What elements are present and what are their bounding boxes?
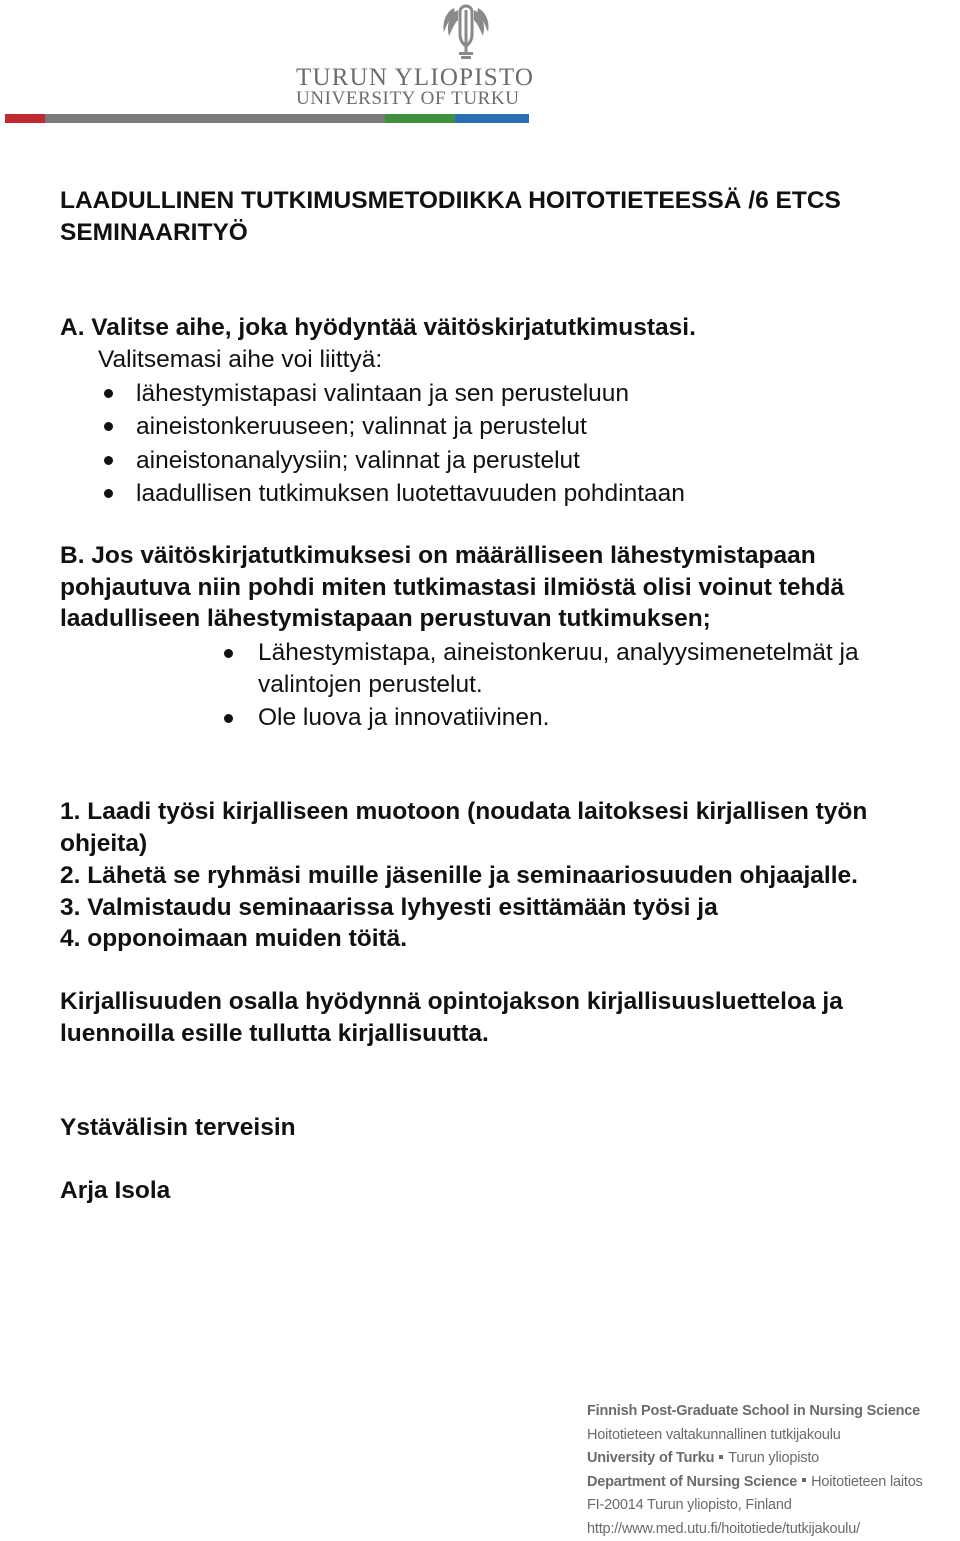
step-line: 2. Lähetä se ryhmäsi muille jäsenille ja seminaariosuuden ohjaajalle. [60, 859, 858, 892]
separator-square-icon [802, 1478, 806, 1482]
university-crest-icon [440, 0, 492, 60]
separator-square-icon [719, 1455, 723, 1459]
section-b-line: laadulliseen lähestymistapaan perustuvan tutkimuksen; [60, 602, 711, 635]
signature: Arja Isola [60, 1174, 170, 1207]
footer-university-en: University of Turku [587, 1450, 714, 1466]
greeting: Ystävälisin terveisin [60, 1111, 296, 1144]
footer-department [587, 1471, 923, 1495]
section-a-item: laadullisen tutkimuksen luotettavuuden pohdintaan [136, 477, 685, 510]
section-b-line: B. Jos väitöskirjatutkimuksesi on määrälliseen lähestymistapaan [60, 539, 816, 572]
logo-color-bar [5, 114, 529, 123]
footer-department-fi: Hoitotieteen laitos [811, 1474, 922, 1490]
document-title-line2: SEMINAARITYÖ [60, 216, 248, 249]
section-a-intro: Valitsemasi aihe voi liittyä: [98, 343, 382, 376]
footer-department-en: Department of Nursing Science [587, 1474, 797, 1490]
bullet-icon [104, 489, 113, 498]
footer-university-fi: Turun yliopisto [728, 1450, 819, 1466]
section-b-item2: Ole luova ja innovatiivinen. [258, 701, 549, 734]
document-title-line1: LAADULLINEN TUTKIMUSMETODIIKKA HOITOTIETEESSÄ /6 ETCS [60, 184, 841, 217]
color-bar-blue [455, 114, 529, 123]
footer-url[interactable]: http://www.med.utu.fi/hoitotiede/tutkijakoulu/ [587, 1518, 923, 1541]
logo-name-finnish: TURUN YLIOPISTO [296, 64, 534, 92]
color-bar-red [5, 114, 45, 123]
footer-school-en: Finnish Post-Graduate School in Nursing Science [587, 1400, 923, 1424]
step-line: 4. opponoimaan muiden töitä. [60, 922, 407, 955]
bullet-icon [224, 649, 233, 658]
section-b-line: pohjautuva niin pohdi miten tutkimastasi ilmiöstä olisi voinut tehdä [60, 571, 844, 604]
footer-university [587, 1447, 923, 1471]
literature-line: luennoilla esille tullutta kirjallisuutta. [60, 1017, 489, 1050]
section-a-item: lähestymistapasi valintaan ja sen perusteluun [136, 377, 629, 410]
section-b-item1-line2: valintojen perustelut. [258, 668, 483, 701]
logo-name-english: UNIVERSITY OF TURKU [296, 88, 520, 110]
section-a-item: aineistonanalyysiin; valinnat ja perustelut [136, 444, 580, 477]
bullet-icon [224, 714, 233, 723]
footer-school-fi: Hoitotieteen valtakunnallinen tutkijakoulu [587, 1424, 923, 1448]
step-line: 3. Valmistaudu seminaarissa lyhyesti esittämään työsi ja [60, 891, 718, 924]
section-a-item: aineistonkeruuseen; valinnat ja perustelut [136, 410, 587, 443]
footer-address: FI-20014 Turun yliopisto, Finland [587, 1494, 923, 1518]
bullet-icon [104, 389, 113, 398]
footer-contact [587, 1400, 923, 1541]
step-line: 1. Laadi työsi kirjalliseen muotoon (noudata laitoksesi kirjallisen työn [60, 795, 867, 828]
color-bar-gray [45, 114, 385, 123]
section-a-heading: A. Valitse aihe, joka hyödyntää väitöskirjatutkimustasi. [60, 311, 696, 344]
section-b-item1-line1: Lähestymistapa, aineistonkeruu, analyysimenetelmät ja [258, 636, 859, 669]
color-bar-green [385, 114, 455, 123]
step-line: ohjeita) [60, 827, 147, 860]
bullet-icon [104, 456, 113, 465]
literature-line: Kirjallisuuden osalla hyödynnä opintojakson kirjallisuusluetteloa ja [60, 985, 843, 1018]
bullet-icon [104, 422, 113, 431]
